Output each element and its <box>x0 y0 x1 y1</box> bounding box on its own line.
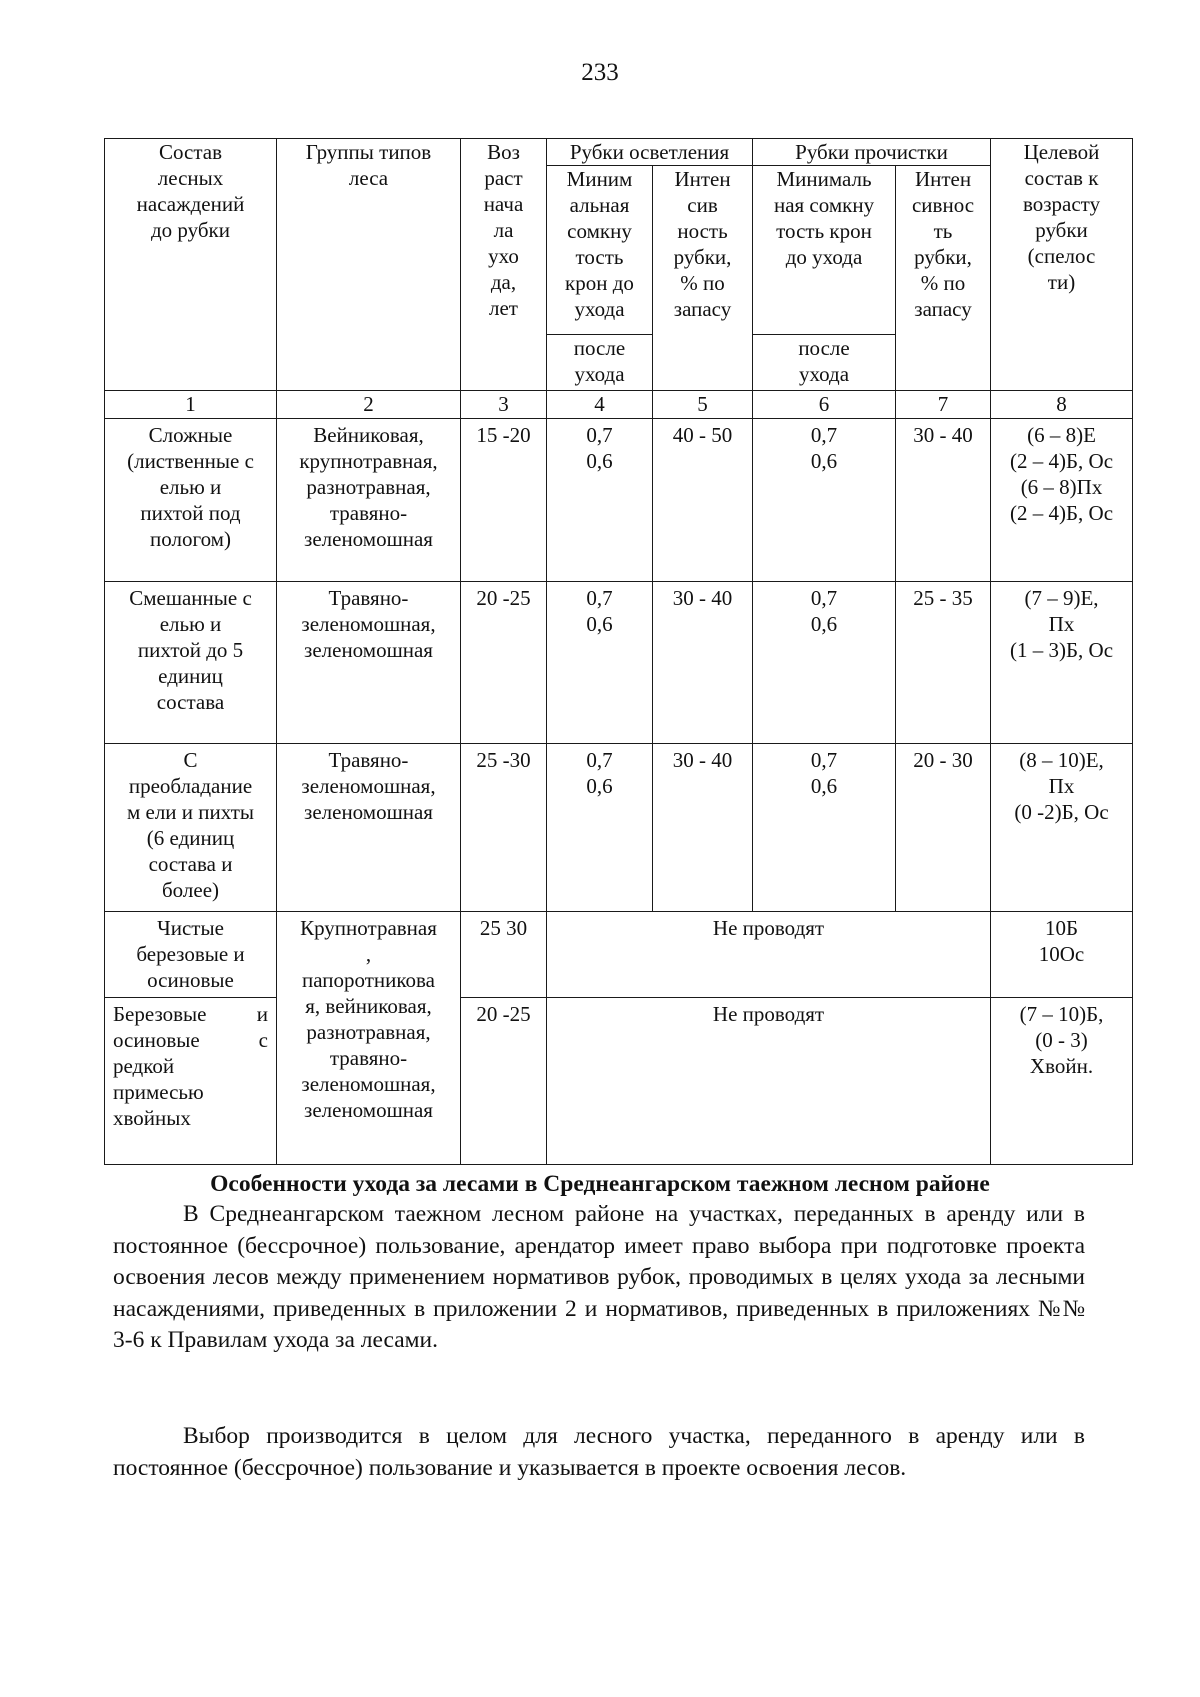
cell-composition <box>105 582 277 744</box>
cell-line: % по <box>920 271 966 295</box>
cell-line: ухода <box>574 297 625 321</box>
cell-light-density <box>547 419 653 582</box>
table-row-complex <box>105 419 1133 582</box>
cell-line: 0,6 <box>810 774 838 798</box>
cell-clean-density <box>753 744 896 912</box>
cell-line: (7 – 9)Е, <box>1024 586 1099 610</box>
column-number: 4 <box>547 391 653 419</box>
cell-line: 0,7 <box>586 748 613 772</box>
cell-line: крон до <box>565 271 634 295</box>
cell-line: березовые и <box>136 942 245 966</box>
cell-start-age <box>461 744 547 912</box>
cell-line: зеленомошная <box>304 800 433 824</box>
column-number: 5 <box>653 391 753 419</box>
cell-line: зеленомошная <box>304 1098 433 1122</box>
cell-target <box>991 582 1133 744</box>
cell-line: травяно- <box>329 1046 408 1070</box>
cell-line: осиновые <box>147 968 234 992</box>
cell-line: Группы типов <box>305 140 432 164</box>
cell-line: до рубки <box>150 218 230 242</box>
cell-line: 0,7 <box>810 748 838 772</box>
cell-line: пихтой под <box>140 501 241 525</box>
cell-line: (2 – 4)Б, Ос <box>1010 449 1114 473</box>
header-light-intensity <box>653 166 753 391</box>
cell-line: 30 - 40 <box>672 748 733 772</box>
cell-line: крупнотравная, <box>299 449 438 473</box>
cell-line: состав к <box>1024 166 1099 190</box>
cell-start-age <box>461 582 547 744</box>
cell-line: 0,6 <box>586 449 613 473</box>
cell-composition <box>105 998 277 1165</box>
column-number: 7 <box>896 391 991 419</box>
cell-line: травяно- <box>329 501 408 525</box>
table-row-pure <box>105 912 1133 998</box>
cell-line: ти) <box>1047 270 1076 294</box>
cell-line: Вейниковая, <box>313 423 424 447</box>
cell-line: более) <box>161 878 220 902</box>
cell-line: 30 - 40 <box>913 423 973 447</box>
cell-line: редкой <box>113 1054 175 1078</box>
header-clean-intensity <box>896 166 991 391</box>
cell-line: 40 - 50 <box>672 423 733 447</box>
cell-line: пологом) <box>150 527 231 551</box>
cell-line: да, <box>490 270 517 294</box>
cell-line: 10Ос <box>1038 942 1085 966</box>
cell-target <box>991 998 1133 1165</box>
header-forest-type-groups <box>277 139 461 391</box>
cell-start-age <box>461 998 547 1165</box>
cell-line: ухода <box>798 362 850 386</box>
cell-forest-types-shared <box>277 912 461 1165</box>
cell-line: тость крон <box>776 219 872 243</box>
cell-line: ная сомкну <box>773 193 875 217</box>
header-clean-density-after <box>753 335 896 391</box>
cell-line: рубки <box>1035 218 1088 242</box>
cell-line: Смешанные с <box>129 586 252 610</box>
cell-line: (0 -2)Б, Ос <box>1014 800 1109 824</box>
header-clean-density-before <box>753 166 896 335</box>
column-number: 1 <box>105 391 277 419</box>
cell-line: елью и <box>159 475 222 499</box>
cell-line: (спелос <box>1027 244 1096 268</box>
cell-line: (6 – 8)Е <box>1027 423 1096 447</box>
cell-line: Крупнотравная <box>300 916 437 940</box>
header-group-lightening: Рубки осветления <box>547 139 753 166</box>
header-light-density-after <box>547 335 653 391</box>
cell-line: состава <box>156 690 225 714</box>
table-row-dominant <box>105 744 1133 912</box>
cell-line: Хвойн. <box>1029 1054 1094 1078</box>
cell-line: после <box>573 336 626 360</box>
cell-line: разнотравная, <box>306 1020 431 1044</box>
cell-line: (8 – 10)Е, <box>1019 748 1104 772</box>
cell-line: 0,7 <box>586 423 613 447</box>
cell-line: разнотравная, <box>306 475 431 499</box>
cell-line: С <box>183 748 198 772</box>
cell-line: м ели и пихты <box>126 800 255 824</box>
cell-clean-intensity <box>896 744 991 912</box>
cell-line: Березовые и <box>113 1002 268 1026</box>
cell-target <box>991 744 1133 912</box>
cell-line: Миним <box>566 167 633 191</box>
cell-line: леса <box>348 166 389 190</box>
cell-line: рубки, <box>673 245 732 269</box>
cell-line: Пх <box>1048 774 1075 798</box>
header-target-composition <box>991 139 1133 391</box>
cell-line: (6 единиц <box>146 826 235 850</box>
cell-line: 20 - 30 <box>913 748 973 772</box>
header-start-age <box>461 139 547 391</box>
cell-forest-types <box>277 744 461 912</box>
cell-line: елью и <box>159 612 222 636</box>
cell-line: Состав <box>158 140 223 164</box>
cell-line: 0,6 <box>586 612 613 636</box>
cell-line: альная <box>569 193 630 217</box>
cell-line: Минималь <box>776 167 872 191</box>
cell-line: Воз <box>487 140 520 164</box>
cell-line: ухо <box>488 244 519 268</box>
table-row-mixed <box>105 582 1133 744</box>
cell-clean-intensity <box>896 582 991 744</box>
cell-line: нача <box>483 192 524 216</box>
header-light-density-before <box>547 166 653 335</box>
cell-line: зеленомошная <box>304 527 433 551</box>
column-number: 8 <box>991 391 1133 419</box>
cell-line: Интен <box>674 167 731 191</box>
cell-line: 25 30 <box>479 916 528 940</box>
cell-line: 25 -30 <box>476 748 531 772</box>
cell-line: после <box>798 336 850 360</box>
cell-line: единиц <box>158 664 223 688</box>
cell-forest-types <box>277 582 461 744</box>
body-paragraph: В Среднеангарском таежном лесном районе на участках, переданных в аренду или в постоянное (бессрочное) пользование, арендатор имеет право выбора при подготовке проекта освоения лесов между применением нормативов рубок, проводимых в целях ухода за лесными насаждениями, приведенных в приложении 2 и нормативов, приведенных в приложениях №№ 3-6 к Правилам ухода за лесами. <box>113 1201 1085 1353</box>
cell-line: зеленомошная, <box>301 1072 436 1096</box>
cell-line: возрасту <box>1022 192 1101 216</box>
cell-light-intensity <box>653 419 753 582</box>
cell-composition <box>105 912 277 998</box>
cell-line: Пх <box>1048 612 1075 636</box>
cell-line: папоротникова <box>302 968 435 992</box>
cell-line: ла <box>493 218 514 242</box>
cell-line: сив <box>687 193 718 217</box>
header-group-cleaning: Рубки прочистки <box>753 139 991 166</box>
cell-line: 0,7 <box>810 586 838 610</box>
cell-not-performed: Не проводят <box>547 912 991 998</box>
cell-light-intensity <box>653 582 753 744</box>
forest-care-table <box>104 138 1133 1165</box>
cell-clean-intensity <box>896 419 991 582</box>
cell-line: зеленомошная, <box>301 612 436 636</box>
cell-line: ть <box>933 219 953 243</box>
cell-line: Интен <box>914 167 972 191</box>
cell-not-performed: Не проводят <box>547 998 991 1165</box>
cell-line: зеленомошная <box>304 638 433 662</box>
section-heading: Особенности ухода за лесами в Среднеангарском таежном лесном районе <box>210 1171 990 1197</box>
cell-line: (1 – 3)Б, Ос <box>1010 638 1114 662</box>
cell-line: ухода <box>574 362 625 386</box>
cell-forest-types <box>277 419 461 582</box>
page-number: 233 <box>581 59 619 86</box>
cell-line: осиновые с <box>113 1028 268 1052</box>
cell-line: (0 - 3) <box>1035 1028 1088 1052</box>
cell-line: 0,6 <box>810 612 838 636</box>
cell-line: рубки, <box>914 245 972 269</box>
cell-line: 10Б <box>1044 916 1079 940</box>
cell-line: , <box>365 942 372 966</box>
cell-composition <box>105 744 277 912</box>
cell-line: я, вейниковая, <box>305 994 432 1018</box>
header-row-groups <box>105 139 1133 166</box>
cell-line: 25 - 35 <box>913 586 973 610</box>
cell-line: Чистые <box>157 916 224 940</box>
cell-line: запасу <box>673 297 732 321</box>
cell-line: 30 - 40 <box>672 586 733 610</box>
cell-line: тость <box>575 245 624 269</box>
cell-line: 20 -25 <box>476 1002 531 1026</box>
cell-start-age <box>461 419 547 582</box>
table-row-sparse-conifer <box>105 998 1133 1165</box>
cell-target <box>991 912 1133 998</box>
cell-line: 0,6 <box>810 449 838 473</box>
cell-target <box>991 419 1133 582</box>
cell-line: примесью <box>113 1080 204 1104</box>
cell-line: лет <box>489 296 518 320</box>
cell-line: (6 – 8)Пх <box>1020 475 1103 499</box>
cell-line: 15 -20 <box>476 423 531 447</box>
cell-line: 0,7 <box>586 586 613 610</box>
cell-line: 0,7 <box>810 423 838 447</box>
cell-line: Целевой <box>1023 140 1100 164</box>
column-number: 3 <box>461 391 547 419</box>
cell-line: насаждений <box>136 192 245 216</box>
cell-line: ность <box>677 219 728 243</box>
cell-line: преобладание <box>128 774 253 798</box>
cell-line: лесных <box>157 166 224 190</box>
cell-line: раст <box>484 166 523 190</box>
cell-line: пихтой до 5 <box>137 638 244 662</box>
cell-line: сивнос <box>911 193 975 217</box>
column-number-row <box>105 391 1133 419</box>
cell-composition <box>105 419 277 582</box>
cell-line: сомкну <box>567 219 632 243</box>
cell-light-density <box>547 744 653 912</box>
cell-line: запасу <box>914 297 972 321</box>
cell-line: хвойных <box>113 1106 191 1130</box>
cell-line: зеленомошная, <box>301 774 436 798</box>
cell-light-intensity <box>653 744 753 912</box>
cell-line: (лиственные с <box>127 449 254 473</box>
cell-line: % по <box>680 271 725 295</box>
body-paragraph: Выбор производится в целом для лесного участка, переданного в аренду или в постоянное (бессрочное) пользование и указывается в проекте освоения лесов. <box>113 1423 1085 1481</box>
column-number: 6 <box>753 391 896 419</box>
cell-line: 0,6 <box>586 774 613 798</box>
cell-start-age <box>461 912 547 998</box>
cell-line: 20 -25 <box>476 586 531 610</box>
cell-line: состава и <box>148 852 233 876</box>
cell-line: Травяно- <box>328 748 409 772</box>
column-number: 2 <box>277 391 461 419</box>
cell-line: до ухода <box>785 245 863 269</box>
header-composition <box>105 139 277 391</box>
cell-line: (7 – 10)Б, <box>1019 1002 1104 1026</box>
cell-clean-density <box>753 582 896 744</box>
cell-line: Сложные <box>148 423 233 447</box>
cell-clean-density <box>753 419 896 582</box>
cell-line: (2 – 4)Б, Ос <box>1010 501 1114 525</box>
cell-line: Травяно- <box>328 586 409 610</box>
cell-light-density <box>547 582 653 744</box>
